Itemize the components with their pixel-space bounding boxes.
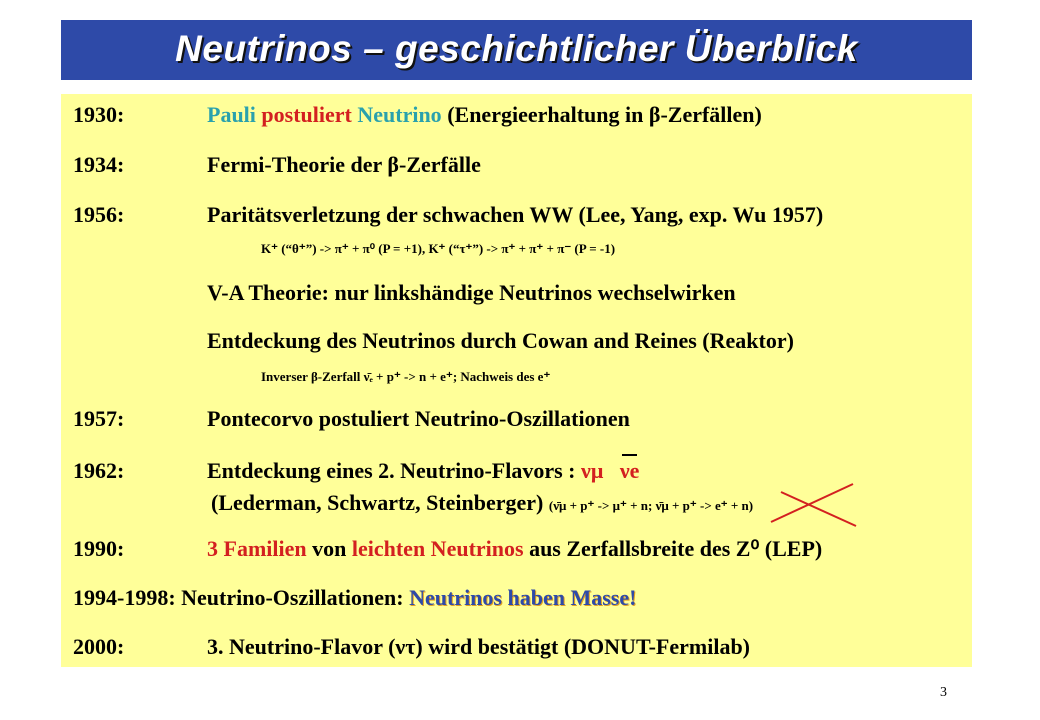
aus-text: aus [523,536,567,561]
row-1962-b [211,490,753,516]
title-bar [61,20,972,80]
row-1962-names: (Lederman, Schwartz, Steinberger) [211,490,544,515]
year-1962: 1962: [73,458,125,483]
year-1957: 1957: [73,406,125,431]
row-1956-kaon: K⁺ (“θ⁺”) -> π⁺ + π⁰ (P = +1), K⁺ (“τ⁺”) -> π⁺ + π⁺ + π⁻ (P = -1) [261,241,616,256]
row-1957-text: Pontecorvo postuliert Neutrino-Oszillationen [207,406,630,431]
year-1994-label: 1994-1998: [73,585,176,610]
familien-text: 3 Familien [207,536,307,561]
row-1994-text: Neutrino-Oszillationen: [175,585,410,610]
row-2000-text: 3. Neutrino-Flavor (ντ) wird bestätigt (DONUT-Fermilab) [207,634,751,659]
row-1930-text [207,102,762,128]
postuliert-text: postuliert [255,102,352,127]
page-number: 3 [940,685,947,700]
slide-title: Neutrinos – geschichtlicher Überblick [175,28,858,69]
row-1990-text [207,536,822,562]
zerfall-text: Zerfallsbreite [566,536,695,561]
pauli-text: Pauli [207,102,256,127]
leichten-text: leichten Neutrinos [351,536,524,561]
year-1930: 1930: [73,102,125,127]
year-1956: 1956: [73,202,125,227]
year-1994 [73,585,636,611]
row-1962-text [207,458,639,484]
content-box [61,94,972,667]
row-va-text: V-A Theorie: nur linkshändige Neutrinos wechselwirken [207,280,736,305]
row-cowan-sub: Inverser β-Zerfall ν̄ₑ + p⁺ -> n + e⁺; Nachweis des e⁺ [261,369,551,384]
energie-text: (Energieerhaltung in β-Zerfällen) [441,102,762,127]
nu-e-symbol: νe [619,458,640,483]
von-text: von [306,536,352,561]
row-1956-text: Paritätsverletzung der schwachen WW (Lee, Yang, exp. Wu 1957) [207,202,824,227]
masse-highlight: Neutrinos haben Masse! [409,585,637,610]
year-2000: 2000: [73,634,125,659]
neutrino-text: Neutrino [351,102,442,127]
strike-cross [761,482,861,532]
row-1962-main: Entdeckung eines 2. Neutrino-Flavors : [207,458,581,483]
row-1934-text: Fermi-Theorie der β-Zerfälle [207,152,481,177]
year-1990: 1990: [73,536,125,561]
row-cowan-text: Entdeckung des Neutrinos durch Cowan and Reines (Reaktor) [207,328,794,353]
z0-text: des Z⁰ (LEP) [694,536,823,561]
year-1934: 1934: [73,152,125,177]
nu-mu-symbol: νμ [581,458,604,483]
row-1962-reactions: (ν̄μ + p⁺ -> μ⁺ + n; ν̄μ + p⁺ -> e⁺ + n) [548,498,754,513]
